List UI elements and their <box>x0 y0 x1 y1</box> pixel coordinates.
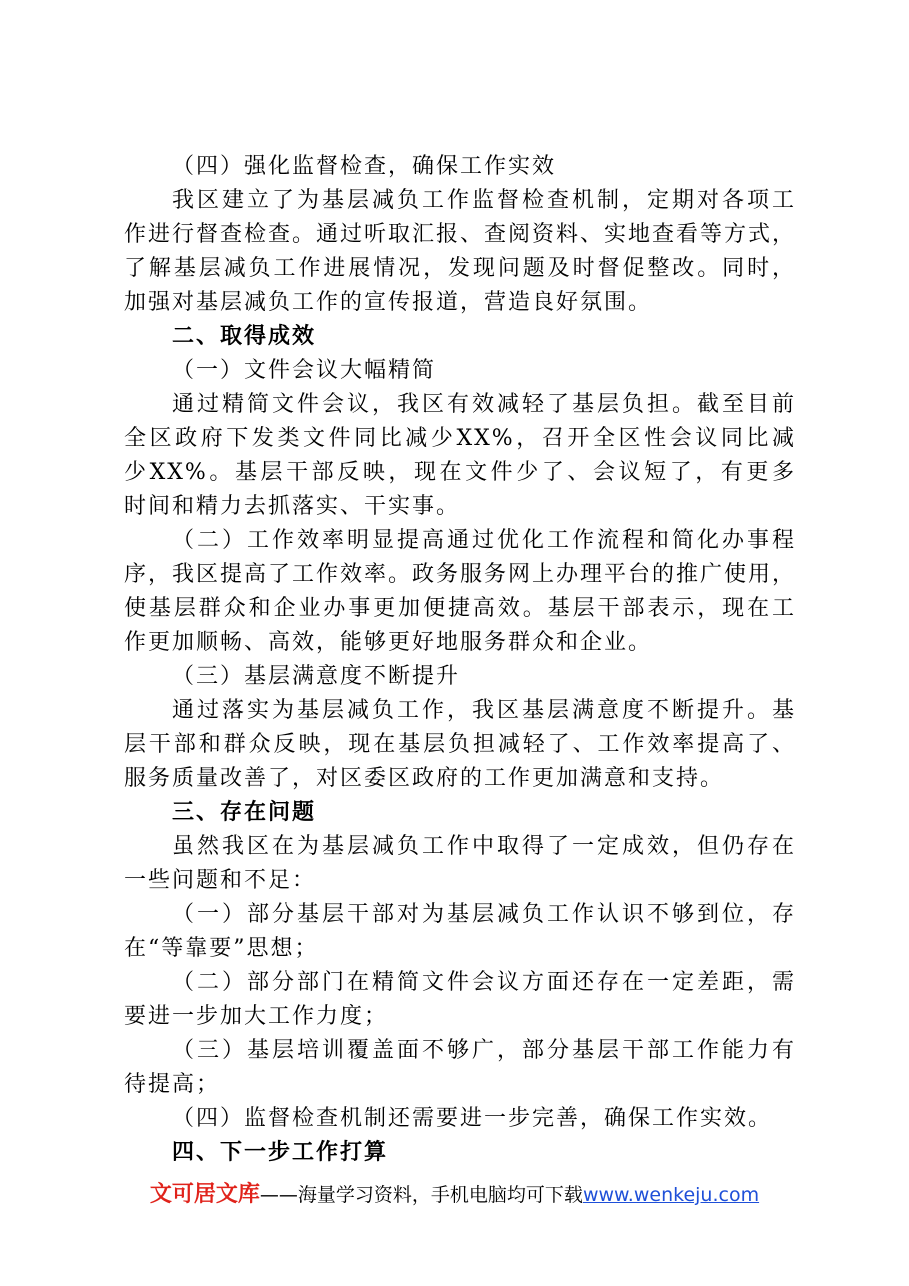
paragraph-line: 通过落实为基层减负工作，我区基层满意度不断提升。基 <box>172 698 796 723</box>
paragraph-line: 一些问题和不足： <box>124 868 317 893</box>
section-heading-results: 二、取得成效 <box>172 324 317 349</box>
paragraph-line: 我区建立了为基层减负工作监督检查机制，定期对各项工 <box>172 188 796 213</box>
footer-link[interactable]: www.wenkeju.com <box>582 1184 760 1206</box>
paragraph-line: 在“等靠要”思想； <box>124 936 319 961</box>
footer-text: ——海量学习资料，手机电脑均可下载 <box>259 1184 583 1206</box>
paragraph-line: 虽然我区在为基层减负工作中取得了一定成效，但仍存在 <box>172 834 796 859</box>
paragraph-line: 时间和精力去抓落实、干实事。 <box>124 494 461 519</box>
subheading-4-supervision: （四）强化监督检查，确保工作实效 <box>172 154 557 179</box>
paragraph-line: 了解基层减负工作进展情况，发现问题及时督促整改。同时， <box>124 256 796 281</box>
footer-watermark <box>0 1180 909 1210</box>
footer-brand: 文可居文库 <box>149 1182 260 1207</box>
paragraph-line: 层干部和群众反映，现在基层负担减轻了、工作效率提高了、 <box>124 732 796 757</box>
paragraph-line: 作进行督查检查。通过听取汇报、查阅资料、实地查看等方式， <box>124 222 797 247</box>
paragraph-line: 少XX%。基层干部反映，现在文件少了、会议短了，有更多 <box>124 460 796 485</box>
section-heading-problems: 三、存在问题 <box>172 800 317 825</box>
paragraph-line: 服务质量改善了，对区委区政府的工作更加满意和支持。 <box>124 766 725 791</box>
section-heading-next-steps: 四、下一步工作打算 <box>172 1140 389 1165</box>
paragraph-line: （二）工作效率明显提高通过优化工作流程和简化办事程 <box>172 528 796 553</box>
paragraph-line: 序，我区提高了工作效率。政务服务网上办理平台的推广使用， <box>124 562 797 587</box>
paragraph-line: 待提高； <box>124 1072 221 1097</box>
paragraph-line: 要进一步加大工作力度； <box>124 1004 389 1029</box>
paragraph-line: （四）监督检查机制还需要进一步完善，确保工作实效。 <box>172 1106 773 1131</box>
paragraph-line: 作更加顺畅、高效，能够更好地服务群众和企业。 <box>124 630 653 655</box>
paragraph-line: （三）基层培训覆盖面不够广，部分基层干部工作能力有 <box>172 1038 796 1063</box>
paragraph-line: 加强对基层减负工作的宣传报道，营造良好氛围。 <box>124 290 653 315</box>
subheading-1-documents: （一）文件会议大幅精简 <box>172 358 437 383</box>
subheading-3-satisfaction: （三）基层满意度不断提升 <box>172 664 461 689</box>
paragraph-line: （二）部分部门在精简文件会议方面还存在一定差距，需 <box>172 970 796 995</box>
paragraph-line: （一）部分基层干部对为基层减负工作认识不够到位，存 <box>172 902 796 927</box>
paragraph-line: 全区政府下发类文件同比减少XX%，召开全区性会议同比减 <box>124 426 796 451</box>
paragraph-line: 通过精简文件会议，我区有效减轻了基层负担。截至目前 <box>172 392 796 417</box>
paragraph-line: 使基层群众和企业办事更加便捷高效。基层干部表示，现在工 <box>124 596 796 621</box>
